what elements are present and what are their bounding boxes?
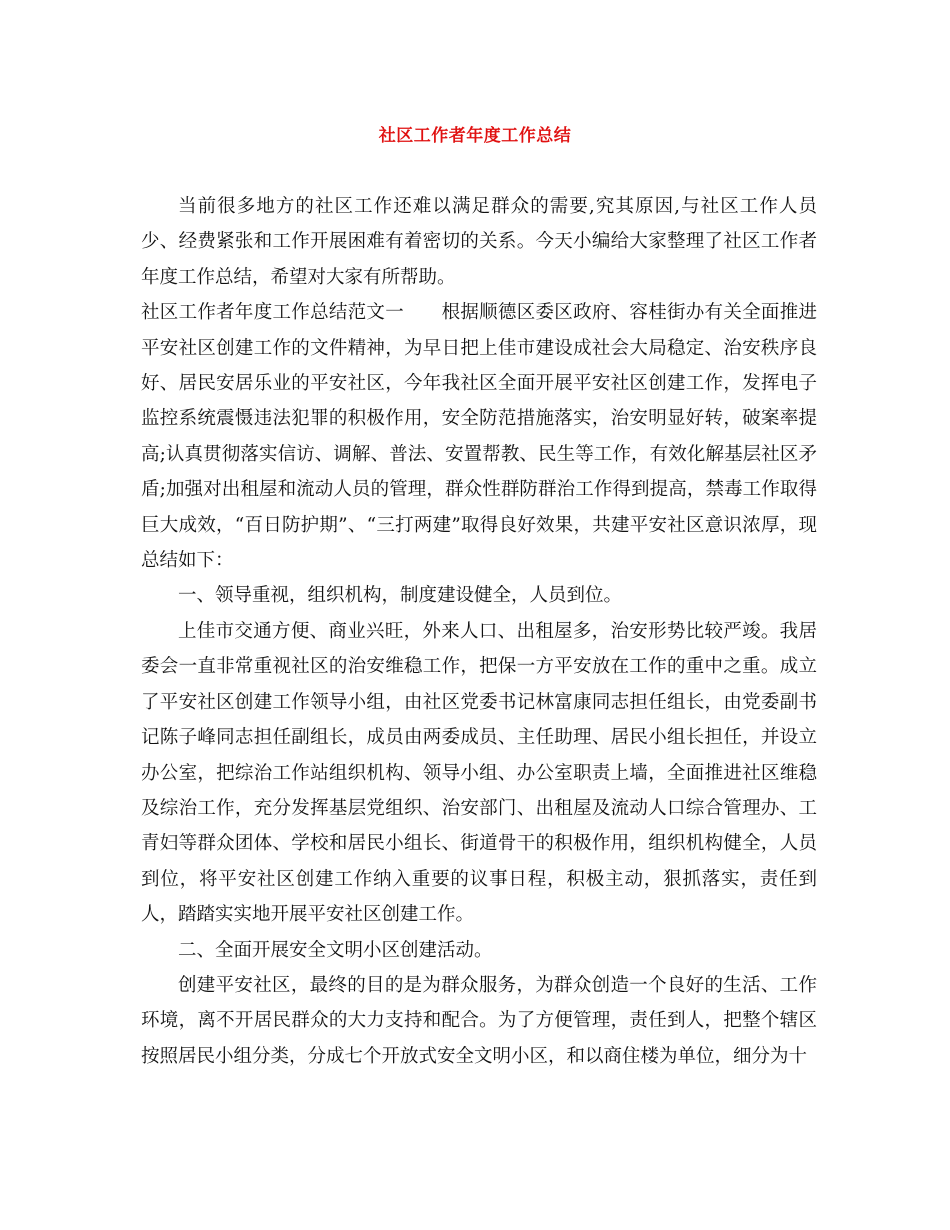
document-title: 社区工作者年度工作总结 <box>378 126 572 146</box>
intro-paragraph: 当前很多地方的社区工作还难以满足群众的需要,究其原因,与社区工作人员少、经费紧张和工作开展困难有着密切的关系。今天小编给大家整理了社区工作者年度工作总结，希望对大家有所帮助。 <box>141 196 817 288</box>
section-one-paragraph: 上佳市交通方便、商业兴旺，外来人口、出租屋多，治安形势比较严竣。我居委会一直非常重视社区的治安维稳工作，把保一方平安放在工作的重中之重。成立了平安社区创建工作领导小组，由社区党委书记林富康同志担任组长，由党委副书记陈子峰同志担任副组长，成员由两委成员、主任助理、居民小组长担任，并设立办公室，把综治工作站组织机构、领导小组、办公室职责上墙，全面推进社区维稳及综治工作，充分发挥基层党组织、治安部门、出租屋及流动人口综合管理办、工青妇等群众团体、学校和居民小组长、街道骨干的积极作用，组织机构健全，人员到位，将平安社区创建工作纳入重要的议事日程，积极主动，狠抓落实，责任到人，踏踏实实地开展平安社区创建工作。 <box>141 620 817 926</box>
document-body <box>141 189 817 1074</box>
sample-one-paragraph: 社区工作者年度工作总结范文一 根据顺德区委区政府、容桂街办有关全面推进平安社区创建工作的文件精神，为早日把上佳市建设成社会大局稳定、治安秩序良好、居民安居乐业的平安社区，今年我社区全面开展平安社区创建工作，发挥电子监控系统震慑违法犯罪的积极作用，安全防范措施落实，治安明显好转，破案率提高;认真贯彻落实信访、调解、普法、安置帮教、民生等工作，有效化解基层社区矛盾;加强对出租屋和流动人员的管理，群众性群防群治工作得到提高，禁毒工作取得巨大成效，“百日防护期”、“三打两建”取得良好效果，共建平安社区意识浓厚，现总结如下： <box>141 302 817 572</box>
section-heading-two: 二、全面开展安全文明小区创建活动。 <box>178 939 493 961</box>
section-heading-one: 一、领导重视，组织机构，制度建设健全，人员到位。 <box>178 585 623 607</box>
section-two-paragraph: 创建平安社区，最终的目的是为群众服务，为群众创造一个良好的生活、工作环境，离不开居民群众的大力支持和配合。为了方便管理，责任到人，把整个辖区按照居民小组分类，分成七个开放式安全文明小区，和以商住楼为单位，细分为十 <box>141 974 817 1067</box>
